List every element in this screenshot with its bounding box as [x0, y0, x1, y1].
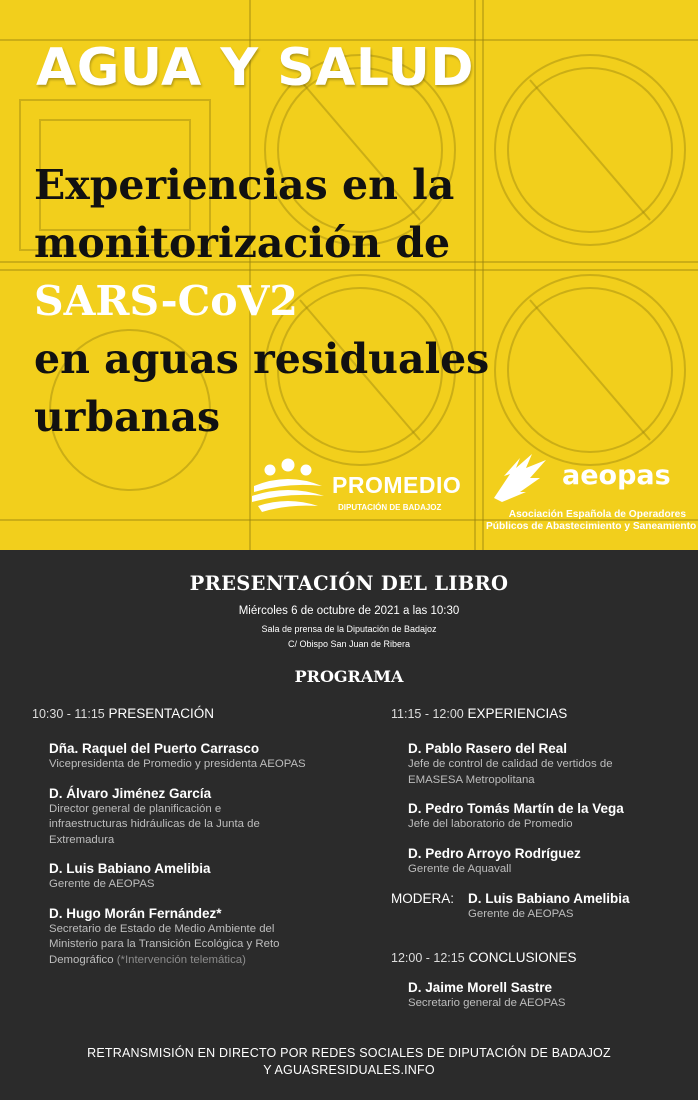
session-time: 10:30 - 11:15	[32, 707, 105, 721]
speaker-role: Secretario de Estado de Medio Ambiente del Ministerio para la Transición Ecológica y Reto Demográfico (*Intervención telemática)	[49, 922, 280, 966]
speaker-role: Secretario general de AEOPAS	[408, 996, 566, 1009]
speaker	[49, 861, 352, 893]
promedio-logo	[248, 456, 468, 522]
promedio-subtitle: DIPUTACIÓN DE BADAJOZ	[338, 503, 442, 512]
speaker	[408, 801, 681, 833]
session-label: CONCLUSIONES	[468, 949, 577, 965]
session-label: PRESENTACIÓN	[108, 706, 215, 721]
aeopas-name: aeopas	[562, 460, 671, 491]
moderator-label: MODERA:	[391, 891, 455, 906]
program-right-column	[391, 706, 681, 1011]
speaker-name: D. Hugo Morán Fernández*	[49, 905, 222, 921]
speaker-role: Gerente de Aquavall	[408, 862, 512, 875]
speaker-role: Director general de planificación e infraestructuras hidráulicas de la Junta de Extremadura	[49, 802, 260, 846]
aeopas-tagline: Asociación Española de Operadores Públicos de Abastecimiento y Saneamiento	[486, 509, 697, 532]
promedio-people-icon	[248, 456, 328, 520]
promedio-name: PROMEDIO	[332, 472, 462, 498]
moderator-name: D. Luis Babiano Amelibia	[468, 891, 630, 906]
speaker-role: Vicepresidenta de Promedio y presidenta AEOPAS	[49, 758, 306, 770]
presentation-date: Miércoles 6 de octubre de 2021 a las 10:30	[238, 605, 460, 617]
speaker	[408, 980, 681, 1012]
subtitle-line: en aguas residuales	[34, 335, 490, 383]
speaker-role: Gerente de AEOPAS	[49, 878, 155, 890]
broadcast-notice: RETRANSMISIÓN EN DIRECTO POR REDES SOCIALES DE DIPUTACIÓN DE BADAJOZ Y AGUASRESIDUALES.INFO	[87, 1046, 611, 1077]
speaker	[408, 846, 681, 878]
program-title: PROGRAMA	[294, 667, 404, 686]
aeopas-logo	[486, 452, 697, 542]
subtitle-line: Experiencias en la	[34, 161, 455, 209]
subtitle-line: monitorización de	[34, 219, 451, 267]
speaker-role: Jefe del laboratorio de Promedio	[408, 818, 573, 830]
subtitle-line: urbanas	[34, 393, 221, 441]
speaker-name: D. Pedro Arroyo Rodríguez	[408, 845, 581, 861]
presentation-address: C/ Obispo San Juan de Ribera	[287, 639, 411, 649]
speaker	[49, 906, 352, 969]
session-time: 11:15 - 12:00	[391, 707, 464, 721]
speaker-name: D. Pablo Rasero del Real	[408, 741, 568, 756]
speaker-name: D. Álvaro Jiménez García	[49, 785, 212, 801]
event-title: AGUA Y SALUD	[36, 38, 475, 98]
aeopas-bird-icon	[490, 452, 552, 504]
speaker-role: Jefe de control de calidad de vertidos de EMASESA Metropolitana	[408, 758, 613, 786]
remote-note: (*Intervención telemática)	[116, 953, 246, 966]
speaker	[49, 786, 352, 849]
event-info	[0, 550, 698, 1100]
session-time: 12:00 - 12:15	[391, 950, 465, 965]
session-header	[32, 706, 352, 722]
program-left-column	[32, 706, 352, 968]
moderator-role: Gerente de AEOPAS	[468, 908, 574, 920]
presentation-place: Sala de prensa de la Diputación de Badajoz	[261, 624, 437, 634]
moderator	[391, 891, 681, 923]
session-header	[391, 950, 681, 966]
speaker-name: Dña. Raquel del Puerto Carrasco	[49, 741, 260, 756]
subtitle-highlight: SARS-CoV2	[34, 277, 298, 325]
speaker-name: D. Jaime Morell Sastre	[408, 979, 553, 995]
presentation-title: PRESENTACIÓN DEL LIBRO	[189, 572, 509, 595]
session-label: EXPERIENCIAS	[467, 706, 568, 721]
speaker-name: D. Luis Babiano Amelibia	[49, 861, 211, 876]
session-header	[391, 706, 681, 722]
speaker	[408, 741, 681, 788]
book-subtitle	[34, 156, 654, 446]
speaker-name: D. Pedro Tomás Martín de la Vega	[408, 801, 624, 816]
speaker	[49, 741, 352, 773]
